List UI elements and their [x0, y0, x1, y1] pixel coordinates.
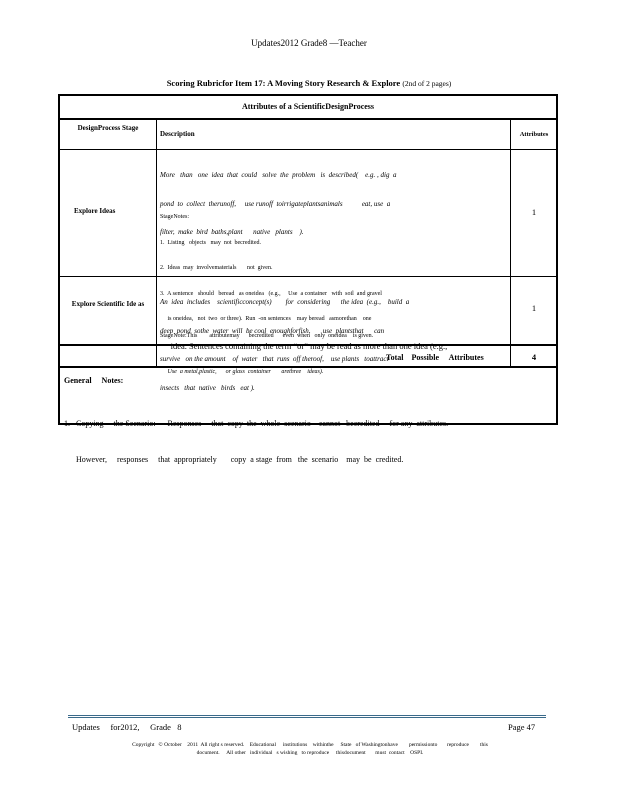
title-pages: (2nd of 2 pages)	[402, 79, 452, 88]
general-notes-heading: General Notes:	[64, 376, 124, 385]
general-notes	[58, 368, 558, 464]
title-text: Scoring Rubricfor Item 17: A Moving Story Research & Explore	[166, 78, 401, 88]
row2-notes: StageNote:This attributemay becredited even when only oneidea is given.	[160, 333, 374, 339]
note-item: 1. Copying the Scenario: Responses that copy the whole scenario cannot becredited for any attributes.	[64, 419, 449, 428]
copyright-notice: Copyright © October 2011 All right s reserved. Educational institutions withinthe State of Washingtonhave permissionto reproduce this document. All other individual s wishing to reproduce thisdocument must contact OSPI.	[132, 742, 488, 756]
row1-stage: Explore Ideas	[74, 207, 116, 215]
row1-description: More than one idea that could solve the problem is described( e.g. , dig a pond to collect therunoff, use runoff toirrigateplantsanimals eat, use a filter, make bird baths,plant native plants ).	[160, 171, 397, 236]
row1-notes: StageNotes: 1. Listing objects may not becredited. 2. Ideas may involvematerials not given. 3. A sentence should beread as oneidea (e.g., Use a container with soil and gravel is oneidea, not two or three). Run -on sentences may beread asmorethan one idea. Sentences containing the term “or” may be read as more than one idea (e.g., Use a metal,plastic, or glass container arethree ideas).	[160, 214, 448, 375]
footer-left: Updates for2012, Grade 8	[72, 722, 182, 732]
row2-description: An idea includes scientificconcept(s) for considering the idea (e.g., build a deep pond sothe water will be cool enoughforfish, use plantsthat can survive on the amount of water that runs off theroof, use plants toattract insects that native birds eat ).	[160, 298, 410, 392]
col-header-description: Description	[160, 130, 195, 138]
general-notes-list	[64, 394, 448, 490]
row2-value: 1	[531, 303, 537, 313]
col-header-stage: DesignProcess Stage	[77, 124, 139, 132]
page-number: Page 47	[508, 722, 536, 732]
footer-rule	[68, 715, 546, 718]
row2-stage: Explore Scientific Ide as	[71, 300, 145, 308]
note-item: However, responses that appropriately copy a stage from the scenario may be credited.	[64, 455, 404, 464]
page-header: Updates2012 Grade8 —Teacher	[251, 38, 367, 48]
table-heading: Attributes of a ScientificDesignProcess	[241, 102, 375, 111]
rubric-title	[0, 78, 618, 88]
col-header-attributes: Attributes	[519, 131, 549, 138]
total-label: Total Possible Attributes	[386, 353, 484, 362]
total-value: 4	[531, 352, 537, 362]
row1-value: 1	[531, 207, 537, 217]
